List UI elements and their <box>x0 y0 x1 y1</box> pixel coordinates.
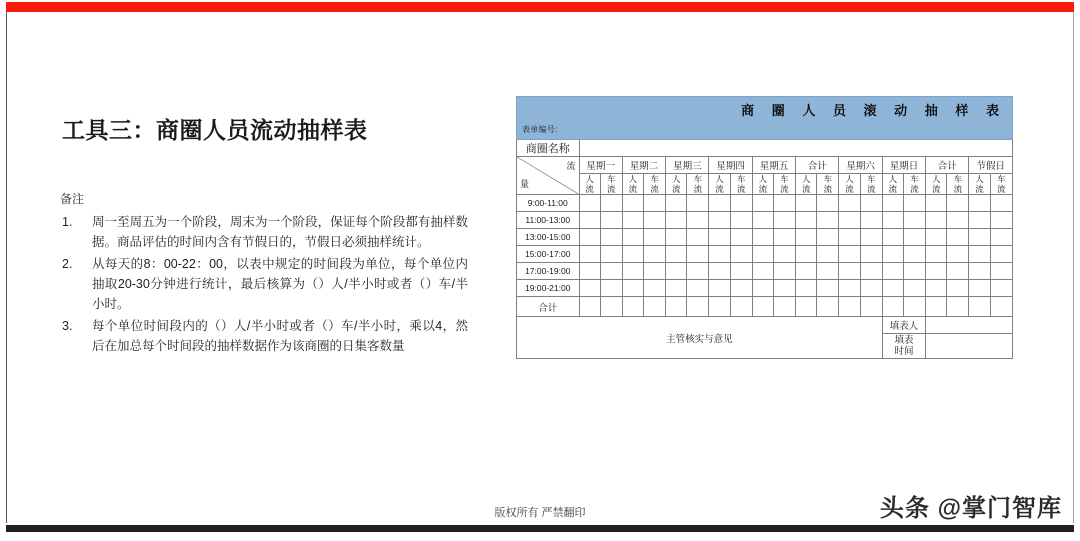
list-item <box>58 212 468 252</box>
data-cell[interactable] <box>839 263 860 280</box>
data-cell[interactable] <box>947 229 969 246</box>
day-column-header: 星期三 <box>666 157 709 174</box>
data-cell[interactable] <box>600 280 622 297</box>
sub-header-line2: 流 <box>736 184 746 194</box>
data-cell[interactable] <box>579 195 600 212</box>
data-cell[interactable] <box>926 195 947 212</box>
data-cell[interactable] <box>752 212 773 229</box>
sub-header-line1: 车 <box>736 174 746 184</box>
data-cell[interactable] <box>839 246 860 263</box>
data-cell[interactable] <box>903 212 925 229</box>
fill-time-value[interactable] <box>926 334 1013 359</box>
data-cell[interactable] <box>882 263 903 280</box>
sub-header-line1: 车 <box>693 174 703 184</box>
data-cell[interactable] <box>990 212 1012 229</box>
table-title: 商 圈 人 员 滚 动 抽 样 表 <box>741 103 1006 118</box>
data-cell[interactable] <box>947 263 969 280</box>
data-cell[interactable] <box>643 212 665 229</box>
day-column-header: 合计 <box>926 157 969 174</box>
data-cell[interactable] <box>860 212 882 229</box>
list-item <box>58 254 468 314</box>
data-cell[interactable] <box>860 195 882 212</box>
data-cell[interactable] <box>860 297 882 317</box>
data-cell[interactable] <box>709 280 730 297</box>
data-cell[interactable] <box>990 229 1012 246</box>
copyright-notice: 版权所有 严禁翻印 <box>494 507 586 519</box>
data-cell[interactable] <box>773 212 795 229</box>
data-cell[interactable] <box>773 297 795 317</box>
sub-column-header-vehicle <box>773 174 795 195</box>
sub-column-header-people <box>839 174 860 195</box>
time-slot-label: 17:00-19:00 <box>517 263 580 280</box>
list-item-text: 周一至周五为一个阶段，周末为一个阶段，保证每个阶段都有抽样数据。商品评估的时间内含有节假日的，节假日必须抽样统计。 <box>92 215 468 249</box>
sub-header-line2: 流 <box>671 184 681 194</box>
data-cell[interactable] <box>622 263 643 280</box>
data-cell[interactable] <box>643 263 665 280</box>
data-cell[interactable] <box>730 263 752 280</box>
sub-column-header-people <box>579 174 600 195</box>
sub-header-line1: 人 <box>845 174 854 184</box>
data-cell[interactable] <box>600 229 622 246</box>
data-cell[interactable] <box>926 212 947 229</box>
day-column-header: 合计 <box>796 157 839 174</box>
data-cell[interactable] <box>817 280 839 297</box>
data-cell[interactable] <box>903 297 925 317</box>
sub-header-line2: 流 <box>888 184 898 194</box>
page-title: 工具三：商圈人员流动抽样表 <box>62 117 368 143</box>
data-cell[interactable] <box>947 246 969 263</box>
data-cell[interactable] <box>860 263 882 280</box>
sub-header-line1: 人 <box>801 174 811 184</box>
sub-header-line1: 人 <box>888 174 898 184</box>
data-cell[interactable] <box>773 246 795 263</box>
data-cell[interactable] <box>579 263 600 280</box>
sub-column-header-people <box>796 174 817 195</box>
data-cell[interactable] <box>687 246 709 263</box>
sub-header-line2: 流 <box>606 184 616 194</box>
data-cell[interactable] <box>947 297 969 317</box>
sub-header-line2: 流 <box>693 184 703 194</box>
sub-header-line1: 车 <box>953 174 963 184</box>
time-slot-label: 9:00-11:00 <box>517 195 580 212</box>
data-cell[interactable] <box>926 229 947 246</box>
signer-value[interactable] <box>926 317 1013 334</box>
sub-column-header-people <box>709 174 730 195</box>
day-column-header: 星期四 <box>709 157 752 174</box>
sub-header-line1: 人 <box>758 174 768 184</box>
data-cell[interactable] <box>903 195 925 212</box>
data-cell[interactable] <box>796 195 817 212</box>
data-cell[interactable] <box>622 212 643 229</box>
sampling-table <box>516 96 1013 359</box>
form-number-label: 表单编号: <box>522 125 558 134</box>
page-frame-right <box>1073 12 1074 523</box>
data-cell[interactable] <box>817 263 839 280</box>
data-cell[interactable] <box>882 229 903 246</box>
table-row <box>517 263 1013 280</box>
sub-header-line1: 车 <box>606 174 616 184</box>
data-cell[interactable] <box>817 297 839 317</box>
bottom-accent-bar <box>6 525 1074 532</box>
supervisor-opinion-field[interactable]: 主管核实与意见 <box>517 317 883 359</box>
data-cell[interactable] <box>643 229 665 246</box>
sub-header-line1: 人 <box>671 174 681 184</box>
sub-column-header-people <box>969 174 990 195</box>
table-header-days <box>517 157 1013 174</box>
district-name-label: 商圈名称 <box>517 140 580 157</box>
data-cell[interactable] <box>579 246 600 263</box>
data-cell[interactable] <box>839 280 860 297</box>
data-cell[interactable] <box>969 297 990 317</box>
data-cell[interactable] <box>730 280 752 297</box>
day-column-header: 节假日 <box>969 157 1013 174</box>
sub-header-line2: 流 <box>650 184 659 194</box>
data-cell[interactable] <box>687 263 709 280</box>
data-cell[interactable] <box>969 195 990 212</box>
sub-header-line1: 车 <box>866 174 876 184</box>
data-cell[interactable] <box>643 246 665 263</box>
sub-header-line2: 流 <box>845 184 854 194</box>
data-cell[interactable] <box>882 280 903 297</box>
data-cell[interactable] <box>947 195 969 212</box>
data-cell[interactable] <box>990 246 1012 263</box>
sub-header-line2: 流 <box>823 184 833 194</box>
day-column-header: 星期五 <box>752 157 795 174</box>
data-cell[interactable] <box>903 229 925 246</box>
sub-header-line2: 流 <box>953 184 963 194</box>
data-cell[interactable] <box>600 212 622 229</box>
data-cell[interactable] <box>903 263 925 280</box>
list-item-text: 每个单位时间段内的（）人/半小时或者（）车/半小时，乘以4，然后在加总每个时间段的抽样数据作为该商圈的日集客数量 <box>92 319 468 353</box>
table-footer-signer-row <box>517 317 1013 334</box>
data-cell[interactable] <box>666 246 687 263</box>
list-item-number: 1. <box>62 215 73 229</box>
table-row <box>517 212 1013 229</box>
sub-header-line2: 流 <box>866 184 876 194</box>
table-title-row <box>517 97 1013 140</box>
sub-column-header-people <box>666 174 687 195</box>
data-cell[interactable] <box>969 229 990 246</box>
data-cell[interactable] <box>990 263 1012 280</box>
data-cell[interactable] <box>947 212 969 229</box>
data-cell[interactable] <box>839 195 860 212</box>
data-cell[interactable] <box>839 229 860 246</box>
sub-column-header-vehicle <box>643 174 665 195</box>
data-cell[interactable] <box>796 280 817 297</box>
sub-header-line2: 流 <box>975 184 984 194</box>
data-cell[interactable] <box>752 246 773 263</box>
data-cell[interactable] <box>969 212 990 229</box>
data-cell[interactable] <box>730 195 752 212</box>
day-column-header: 星期六 <box>839 157 882 174</box>
data-cell[interactable] <box>666 263 687 280</box>
data-cell[interactable] <box>709 297 730 317</box>
total-row-label: 合计 <box>517 297 580 317</box>
table-row <box>517 195 1013 212</box>
data-cell[interactable] <box>817 195 839 212</box>
data-cell[interactable] <box>903 280 925 297</box>
time-slot-label: 19:00-21:00 <box>517 280 580 297</box>
table-row <box>517 246 1013 263</box>
data-cell[interactable] <box>666 280 687 297</box>
sub-header-line1: 人 <box>931 174 941 184</box>
time-slot-label: 13:00-15:00 <box>517 229 580 246</box>
data-cell[interactable] <box>969 280 990 297</box>
data-cell[interactable] <box>860 280 882 297</box>
corner-flow-label: 流 <box>566 161 576 171</box>
fill-time-label-line1: 填表 <box>894 335 914 346</box>
data-cell[interactable] <box>666 297 687 317</box>
data-cell[interactable] <box>600 297 622 317</box>
data-cell[interactable] <box>752 280 773 297</box>
top-accent-bar <box>6 2 1074 12</box>
data-cell[interactable] <box>709 246 730 263</box>
data-cell[interactable] <box>666 212 687 229</box>
data-cell[interactable] <box>882 297 903 317</box>
data-cell[interactable] <box>709 229 730 246</box>
data-cell[interactable] <box>796 212 817 229</box>
data-cell[interactable] <box>926 280 947 297</box>
sub-header-line2: 流 <box>715 184 724 194</box>
day-column-header: 星期一 <box>579 157 622 174</box>
day-column-header: 星期日 <box>882 157 925 174</box>
data-cell[interactable] <box>730 297 752 317</box>
data-cell[interactable] <box>687 229 709 246</box>
data-cell[interactable] <box>687 280 709 297</box>
sub-header-line2: 流 <box>628 184 638 194</box>
list-item-number: 3. <box>62 319 73 333</box>
data-cell[interactable] <box>882 195 903 212</box>
data-cell[interactable] <box>990 280 1012 297</box>
data-cell[interactable] <box>926 297 947 317</box>
data-cell[interactable] <box>622 229 643 246</box>
data-cell[interactable] <box>579 229 600 246</box>
data-cell[interactable] <box>817 212 839 229</box>
data-cell[interactable] <box>709 195 730 212</box>
watermark-logo: 头条 @掌门智库 <box>879 495 1062 522</box>
data-cell[interactable] <box>687 195 709 212</box>
data-cell[interactable] <box>839 212 860 229</box>
sub-column-header-vehicle <box>903 174 925 195</box>
data-cell[interactable] <box>600 263 622 280</box>
sub-header-line1: 车 <box>910 174 919 184</box>
data-cell[interactable] <box>730 246 752 263</box>
data-cell[interactable] <box>643 195 665 212</box>
notes-list <box>58 212 468 358</box>
data-cell[interactable] <box>600 246 622 263</box>
sub-header-line2: 流 <box>931 184 941 194</box>
sub-column-header-vehicle <box>730 174 752 195</box>
list-item-text: 从每天的8：00-22：00，以表中规定的时间段为单位，每个单位内抽取20-30分钟进行统计，最后核算为（）人/半小时或者（）车/半小时。 <box>92 257 468 311</box>
corner-volume-label: 量 <box>520 179 530 189</box>
data-cell[interactable] <box>817 229 839 246</box>
sub-column-header-people <box>622 174 643 195</box>
data-cell[interactable] <box>817 246 839 263</box>
data-cell[interactable] <box>860 229 882 246</box>
data-cell[interactable] <box>666 195 687 212</box>
data-cell[interactable] <box>796 246 817 263</box>
data-cell[interactable] <box>709 212 730 229</box>
data-cell[interactable] <box>579 212 600 229</box>
sub-header-line1: 人 <box>975 174 984 184</box>
day-column-header: 星期二 <box>622 157 665 174</box>
data-cell[interactable] <box>796 297 817 317</box>
sub-column-header-vehicle <box>687 174 709 195</box>
data-cell[interactable] <box>882 212 903 229</box>
data-cell[interactable] <box>947 280 969 297</box>
data-cell[interactable] <box>579 297 600 317</box>
fill-time-label <box>882 334 925 359</box>
data-cell[interactable] <box>969 246 990 263</box>
data-cell[interactable] <box>796 229 817 246</box>
data-cell[interactable] <box>752 297 773 317</box>
sub-header-line1: 人 <box>715 174 724 184</box>
sub-column-header-vehicle <box>990 174 1012 195</box>
sub-column-header-people <box>882 174 903 195</box>
data-cell[interactable] <box>622 297 643 317</box>
sub-column-header-vehicle <box>817 174 839 195</box>
data-cell[interactable] <box>882 246 903 263</box>
page-frame-left <box>6 12 7 523</box>
list-item-number: 2. <box>62 257 73 271</box>
data-cell[interactable] <box>643 280 665 297</box>
table-title-cell <box>517 97 1013 140</box>
sub-column-header-vehicle <box>600 174 622 195</box>
data-cell[interactable] <box>773 195 795 212</box>
sub-header-line1: 车 <box>823 174 833 184</box>
data-cell[interactable] <box>687 297 709 317</box>
data-cell[interactable] <box>622 195 643 212</box>
sub-column-header-vehicle <box>860 174 882 195</box>
sub-column-header-vehicle <box>947 174 969 195</box>
data-cell[interactable] <box>752 195 773 212</box>
data-cell[interactable] <box>579 280 600 297</box>
data-cell[interactable] <box>773 229 795 246</box>
notes-heading: 备注 <box>60 192 85 206</box>
data-cell[interactable] <box>860 246 882 263</box>
data-cell[interactable] <box>990 195 1012 212</box>
data-cell[interactable] <box>969 263 990 280</box>
data-cell[interactable] <box>926 246 947 263</box>
sub-header-line2: 流 <box>780 184 789 194</box>
data-cell[interactable] <box>773 263 795 280</box>
data-cell[interactable] <box>730 229 752 246</box>
sub-header-line1: 人 <box>628 174 638 184</box>
district-name-value[interactable] <box>579 140 1013 157</box>
sub-column-header-people <box>752 174 773 195</box>
data-cell[interactable] <box>752 229 773 246</box>
sub-header-line2: 流 <box>801 184 811 194</box>
data-cell[interactable] <box>752 263 773 280</box>
data-cell[interactable] <box>839 297 860 317</box>
sub-header-line2: 流 <box>910 184 919 194</box>
signer-label: 填表人 <box>882 317 925 334</box>
list-item <box>58 316 468 356</box>
data-cell[interactable] <box>622 246 643 263</box>
data-cell[interactable] <box>773 280 795 297</box>
time-slot-label: 11:00-13:00 <box>517 212 580 229</box>
data-cell[interactable] <box>990 297 1012 317</box>
sub-header-line1: 车 <box>780 174 789 184</box>
data-cell[interactable] <box>730 212 752 229</box>
data-cell[interactable] <box>926 263 947 280</box>
data-cell[interactable] <box>903 246 925 263</box>
data-cell[interactable] <box>796 263 817 280</box>
corner-header-cell <box>517 157 580 195</box>
sub-header-line2: 流 <box>758 184 768 194</box>
sub-column-header-people <box>926 174 947 195</box>
time-slot-label: 15:00-17:00 <box>517 246 580 263</box>
data-cell[interactable] <box>622 280 643 297</box>
data-cell[interactable] <box>666 229 687 246</box>
table-row <box>517 280 1013 297</box>
table-header-subcolumns <box>517 174 1013 195</box>
sub-header-line2: 流 <box>585 184 594 194</box>
table-total-row <box>517 297 1013 317</box>
data-cell[interactable] <box>687 212 709 229</box>
fill-time-label-line2: 时间 <box>894 346 914 357</box>
data-cell[interactable] <box>709 263 730 280</box>
sub-header-line1: 车 <box>997 174 1006 184</box>
sub-header-line1: 人 <box>585 174 594 184</box>
sub-header-line2: 流 <box>997 184 1006 194</box>
data-cell[interactable] <box>600 195 622 212</box>
table-row <box>517 229 1013 246</box>
data-cell[interactable] <box>643 297 665 317</box>
sub-header-line1: 车 <box>650 174 659 184</box>
table-row-name <box>517 140 1013 157</box>
